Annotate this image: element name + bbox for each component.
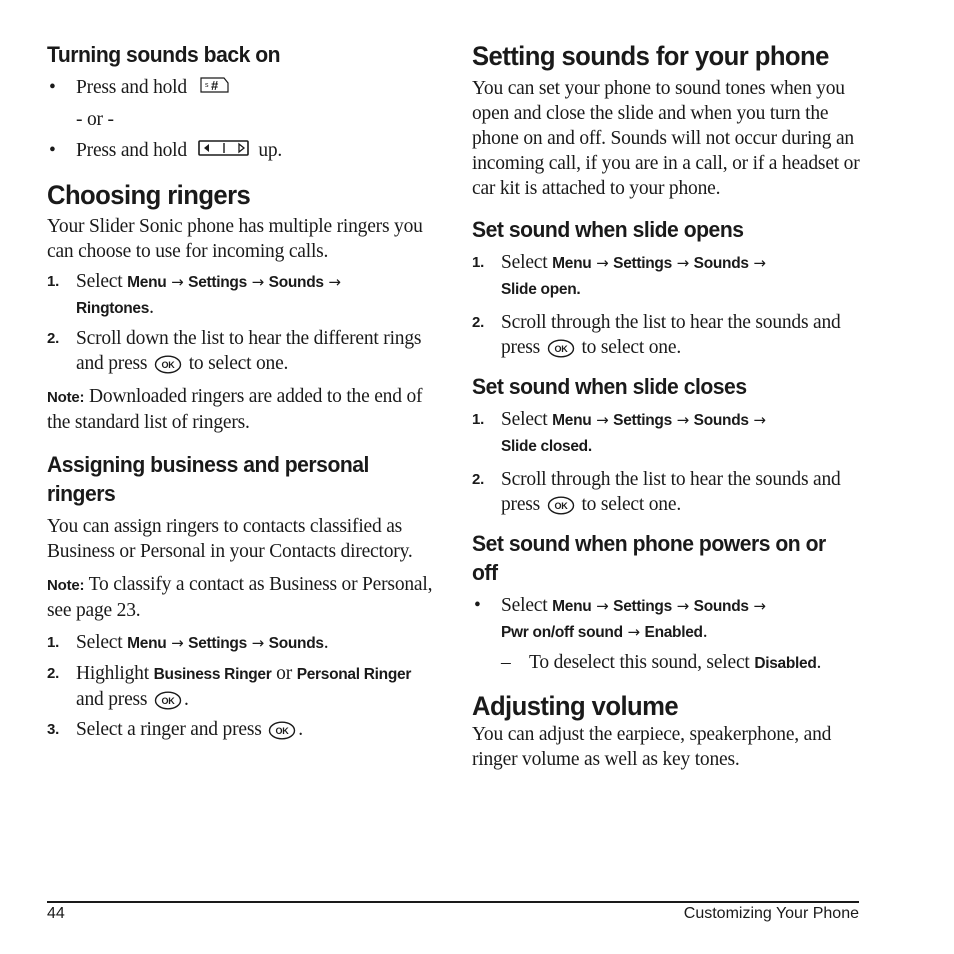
- ok-key-icon: [154, 691, 182, 710]
- dash: –: [501, 652, 511, 673]
- step-number: 1.: [47, 273, 60, 291]
- svg-text:OK: OK: [554, 501, 568, 512]
- bullet: •: [49, 140, 56, 162]
- punctuation: .: [323, 632, 329, 654]
- note-text: Downloaded ringers are added to the end of the standard list of ringers.: [47, 386, 423, 434]
- step-number: 2.: [472, 314, 485, 331]
- arrow: →: [753, 597, 766, 615]
- arrow: →: [328, 273, 341, 292]
- enabled-label: Enabled: [644, 624, 703, 641]
- menu-label: Menu: [552, 412, 592, 429]
- ok-key-icon: [268, 721, 296, 740]
- sounds-label: Sounds: [268, 274, 324, 292]
- sounds-label: Sounds: [268, 635, 324, 653]
- heading-choosing-ringers: Choosing ringers: [47, 180, 251, 211]
- step-text-end: to select one.: [581, 494, 681, 515]
- step-text: Scroll through the list to hear the sounds and press: [501, 469, 841, 515]
- step-number: 1.: [47, 634, 60, 652]
- step-number: 2.: [47, 330, 60, 348]
- arrow: →: [596, 597, 609, 615]
- assigning-steps: [47, 630, 437, 742]
- step-item: [47, 269, 437, 321]
- punctuation: .: [702, 621, 708, 642]
- step-text: Select: [501, 409, 548, 430]
- svg-text:s: s: [204, 82, 208, 90]
- slide-closed-label: Slide closed.: [501, 438, 592, 455]
- menu-label: Menu: [127, 274, 167, 292]
- turning-back-list: [47, 75, 437, 164]
- sub-item-text: To deselect this sound, select: [529, 652, 750, 673]
- arrow: →: [251, 273, 264, 292]
- choosing-note: [47, 384, 437, 435]
- heading-setting-sounds: Setting sounds for your phone: [472, 41, 829, 71]
- slide-open-label: Slide open.: [501, 281, 581, 298]
- settings-label: Settings: [188, 274, 247, 292]
- list-item: [47, 138, 437, 164]
- settings-label: Settings: [613, 412, 672, 429]
- or-separator: - or -: [76, 109, 114, 131]
- bullet-suffix: up.: [258, 140, 283, 162]
- arrow: →: [676, 254, 689, 272]
- volume-key-icon: [198, 139, 250, 164]
- svg-text:OK: OK: [275, 726, 289, 737]
- powers-list: [472, 593, 860, 676]
- step-text: Select: [76, 632, 123, 654]
- punctuation: .: [298, 719, 303, 741]
- choosing-steps: [47, 269, 437, 376]
- arrow: →: [676, 411, 689, 429]
- sounds-label: Sounds: [693, 255, 749, 272]
- ok-key-icon: [154, 355, 182, 374]
- heading-slide-closes: Set sound when slide closes: [472, 374, 747, 399]
- svg-text:#: #: [210, 78, 218, 94]
- note-label: Note:: [47, 389, 85, 407]
- step-number: 1.: [472, 411, 485, 428]
- step-text-end: to select one.: [188, 353, 289, 375]
- chapter-title: Customizing Your Phone: [683, 905, 859, 922]
- setting-intro: You can set your phone to sound tones when you open and close the slide and when you turn the phone on and off. Sounds will not occur during an incoming call, if you are in a call, or if a headset or car kit is attached to your phone.: [472, 78, 860, 199]
- bullet: •: [474, 595, 481, 616]
- step-item: [47, 661, 437, 712]
- bullet-text: Press and hold: [76, 140, 187, 162]
- assigning-intro: You can assign ringers to contacts classified as Business or Personal in your Contacts directory.: [47, 516, 413, 563]
- step-item: [472, 250, 860, 302]
- step-number: 1.: [472, 254, 485, 271]
- arrow: →: [251, 634, 264, 653]
- punctuation: .: [816, 652, 822, 673]
- svg-text:OK: OK: [161, 696, 175, 707]
- assigning-note: [47, 572, 437, 623]
- arrow: →: [676, 597, 689, 615]
- step-number: 2.: [47, 665, 60, 683]
- step-item: [472, 407, 860, 459]
- bullet: •: [49, 77, 56, 98]
- list-item: [472, 593, 860, 645]
- arrow: →: [627, 623, 640, 641]
- step-number: 3.: [47, 721, 60, 739]
- right-column: [472, 40, 860, 772]
- svg-text:OK: OK: [554, 344, 568, 355]
- heading-assigning-ringers: Assigning business and personal ringers: [47, 452, 369, 507]
- sounds-label: Sounds: [693, 412, 749, 429]
- heading-adjusting-volume: Adjusting volume: [472, 691, 679, 721]
- pwr-on-off-label: Pwr on/off sound: [501, 624, 623, 641]
- arrow: →: [753, 411, 766, 429]
- punctuation: .: [149, 297, 154, 319]
- step-text: Select: [76, 271, 123, 293]
- ok-key-icon: [547, 496, 575, 515]
- step-item: [472, 467, 860, 517]
- step-text: or: [276, 663, 292, 685]
- arrow: →: [596, 411, 609, 429]
- settings-label: Settings: [613, 255, 672, 272]
- heading-powers-on-off: Set sound when phone powers on or off: [472, 531, 826, 585]
- menu-label: Menu: [552, 598, 592, 615]
- slide-closes-steps: [472, 407, 860, 517]
- sub-item: [472, 650, 860, 676]
- step-text-end: to select one.: [581, 337, 681, 358]
- step-text: Select: [501, 252, 548, 273]
- adjusting-intro: You can adjust the earpiece, speakerphone, and ringer volume as well as key tones.: [472, 724, 832, 770]
- arrow: →: [596, 254, 609, 272]
- step-text: Scroll down the list to hear the different rings and press: [76, 328, 422, 375]
- ringtones-label: Ringtones: [76, 300, 150, 318]
- ok-key-icon: [547, 339, 575, 358]
- settings-label: Settings: [613, 598, 672, 615]
- bullet-text: Press and hold: [76, 77, 187, 98]
- step-item: [47, 630, 437, 656]
- step-text: Select: [501, 595, 548, 616]
- personal-ringer-label: Personal Ringer: [296, 666, 412, 684]
- settings-label: Settings: [188, 635, 247, 653]
- step-text: Highlight: [76, 663, 149, 685]
- arrow: →: [753, 254, 766, 272]
- slide-opens-steps: [472, 250, 860, 360]
- step-number: 2.: [472, 471, 485, 488]
- step-item: [472, 310, 860, 360]
- note-label: Note:: [47, 577, 85, 595]
- heading-slide-opens: Set sound when slide opens: [472, 217, 744, 242]
- menu-label: Menu: [552, 255, 592, 272]
- svg-text:OK: OK: [161, 360, 175, 371]
- menu-label: Menu: [127, 635, 167, 653]
- page-number: 44: [47, 905, 65, 922]
- step-text: Scroll through the list to hear the sounds and press: [501, 312, 841, 358]
- footer-rule: [47, 901, 859, 903]
- sounds-label: Sounds: [693, 598, 749, 615]
- heading-turning-sounds-back-on: Turning sounds back on: [47, 42, 281, 67]
- business-ringer-label: Business Ringer: [153, 666, 272, 684]
- step-item: [47, 326, 437, 376]
- punctuation: .: [184, 689, 189, 711]
- arrow: →: [171, 273, 184, 292]
- choosing-intro: Your Slider Sonic phone has multiple ringers you can choose to use for incoming calls.: [47, 216, 423, 263]
- step-item: [47, 717, 437, 742]
- left-column: [47, 40, 437, 742]
- note-text: To classify a contact as Business or Personal, see page 23.: [47, 574, 433, 622]
- arrow: →: [171, 634, 184, 653]
- list-item: [47, 75, 437, 102]
- disabled-label: Disabled: [754, 655, 817, 672]
- step-text: and press: [76, 689, 148, 711]
- pound-key-icon: [198, 75, 230, 102]
- step-text: Select a ringer and press: [76, 719, 262, 741]
